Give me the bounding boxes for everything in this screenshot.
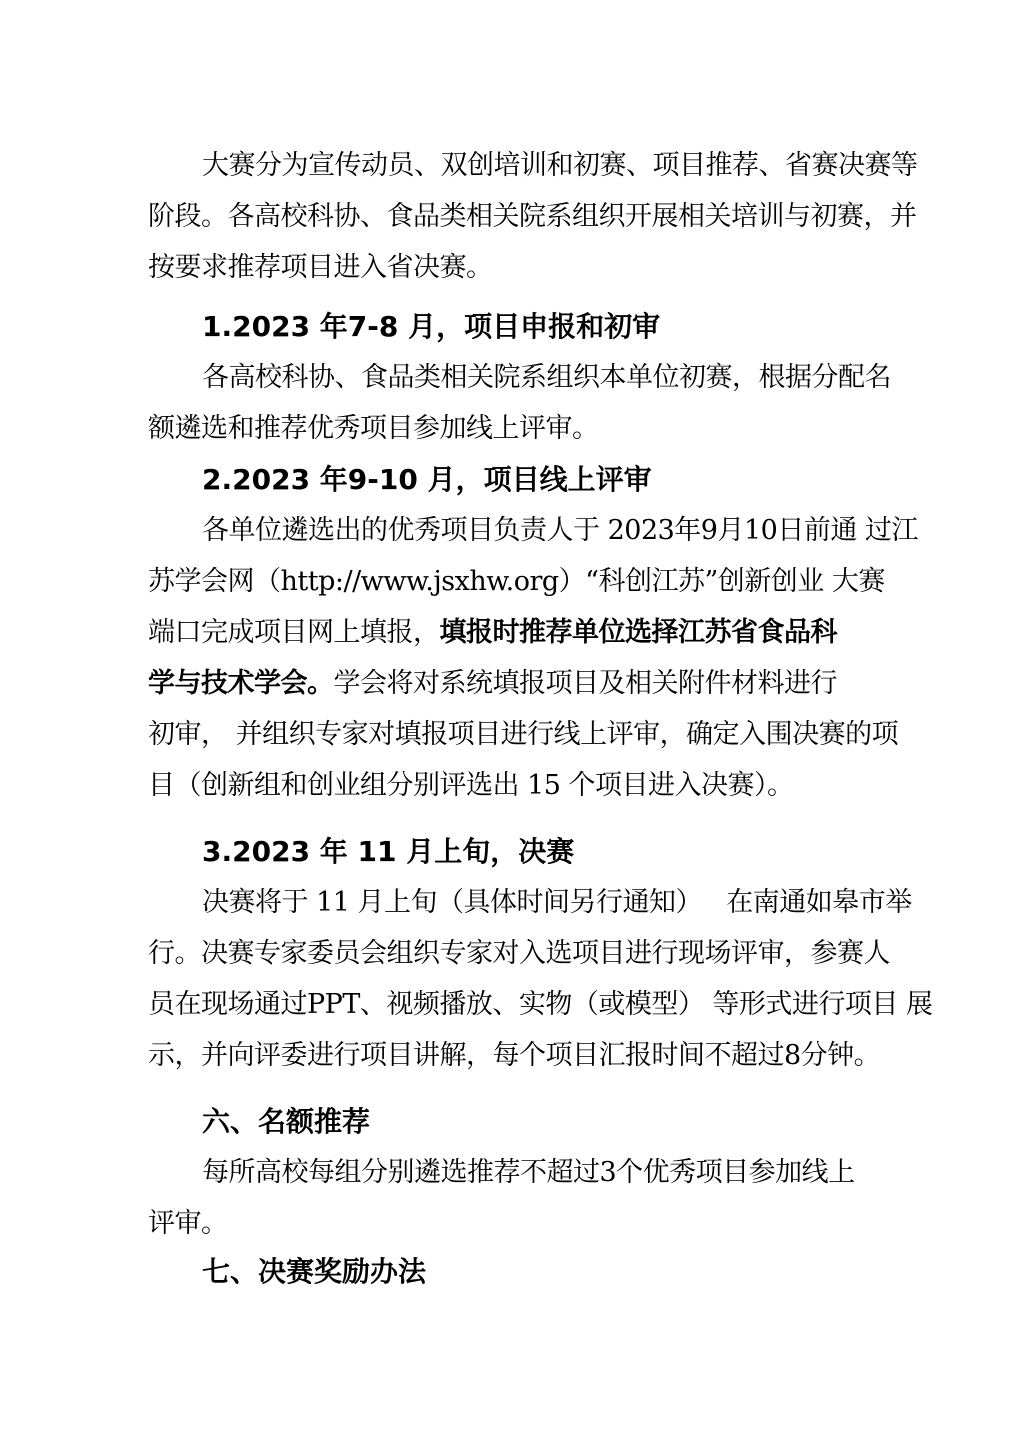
text-line xyxy=(148,191,920,242)
text-segment: 按要求推荐项目进入省决赛。 xyxy=(148,252,493,283)
text-segment: 苏学会网（http://www.jsxhw.org）“科创江苏”创新创业 大赛 xyxy=(148,566,885,597)
text-line xyxy=(148,301,920,352)
bold-text-segment: 六、名额推荐 xyxy=(202,1105,371,1138)
text-segment: 初审， 并组织专家对填报项目进行线上评审，确定入围决赛的项 xyxy=(148,719,899,750)
text-line xyxy=(148,1246,920,1297)
text-line xyxy=(148,1198,920,1249)
text-segment: 决赛将于 11 月上旬（具体时间另行通知） 在南通如皋市举 xyxy=(202,887,912,918)
text-line xyxy=(148,658,920,709)
text-segment: 阶段。各高校科协、食品类相关院系组织开展相关培训与初赛，并 xyxy=(148,201,917,232)
bold-text-segment: 2.2023 年9-10 月，项目线上评审 xyxy=(202,463,652,496)
text-line xyxy=(148,1147,920,1198)
text-line xyxy=(148,607,920,658)
text-line xyxy=(148,760,920,811)
text-line xyxy=(148,1030,920,1081)
paragraph-stage2 xyxy=(148,505,920,811)
text-line xyxy=(148,140,920,191)
heading-2 xyxy=(148,454,920,505)
bold-text-segment: 学与技术学会。 xyxy=(148,668,334,699)
paragraph-stage1 xyxy=(148,352,920,454)
text-line xyxy=(148,1096,920,1147)
text-line xyxy=(148,352,920,403)
heading-6 xyxy=(148,1096,920,1147)
text-line xyxy=(148,556,920,607)
text-segment: 端口完成项目网上填报， xyxy=(148,617,440,648)
text-segment: 评审。 xyxy=(148,1208,228,1239)
text-line xyxy=(148,979,933,1030)
document-content xyxy=(148,140,933,1297)
heading-7 xyxy=(148,1246,920,1297)
text-segment: 行。决赛专家委员会组织专家对入选项目进行现场评审，参赛人 xyxy=(148,938,890,969)
bold-text-segment: 七、决赛奖励办法 xyxy=(202,1255,427,1288)
text-line xyxy=(148,505,920,556)
bold-text-segment: 填报时推荐单位选择江苏省食品科 xyxy=(439,617,837,648)
text-line xyxy=(148,928,920,979)
text-segment: 目（创新组和创业组分别评选出 15 个项目进入决赛）。 xyxy=(148,770,794,801)
text-line xyxy=(148,826,920,877)
bold-text-segment: 3.2023 年 11 月上旬，决赛 xyxy=(202,835,575,868)
text-segment: 各单位遴选出的优秀项目负责人于 2023年9月10日前通 过江 xyxy=(202,515,918,546)
text-segment: 额遴选和推荐优秀项目参加线上评审。 xyxy=(148,413,599,444)
paragraph-quota xyxy=(148,1147,920,1249)
text-segment: 员在现场通过PPT、视频播放、实物（或模型） 等形式进行项目 展 xyxy=(148,989,933,1020)
heading-1 xyxy=(148,301,920,352)
text-segment: 每所高校每组分别遴选推荐不超过3个优秀项目参加线上 xyxy=(202,1157,855,1188)
text-segment: 各高校科协、食品类相关院系组织本单位初赛，根据分配名 xyxy=(202,362,891,393)
text-line xyxy=(148,403,920,454)
text-line xyxy=(148,454,920,505)
bold-text-segment: 1.2023 年7-8 月，项目申报和初审 xyxy=(202,310,661,343)
text-line xyxy=(148,709,920,760)
paragraph-stage3 xyxy=(148,877,933,1081)
text-line xyxy=(148,242,920,293)
intro-paragraph xyxy=(148,140,920,293)
text-segment: 大赛分为宣传动员、双创培训和初赛、项目推荐、省赛决赛等 xyxy=(202,150,918,181)
text-segment: 示，并向评委进行项目讲解，每个项目汇报时间不超过8分钟。 xyxy=(148,1040,881,1071)
text-segment: 学会将对系统填报项目及相关附件材料进行 xyxy=(333,668,837,699)
text-line xyxy=(148,877,920,928)
heading-3 xyxy=(148,826,920,877)
